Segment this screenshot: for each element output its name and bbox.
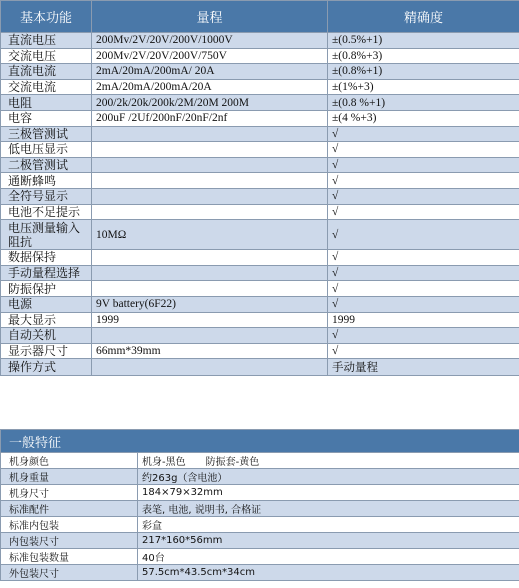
general-value: 57.5cm*43.5cm*34cm: [138, 565, 519, 581]
section-gap: [0, 407, 519, 429]
cell-function: 三极管测试: [1, 126, 92, 142]
general-key: 外包装尺寸: [1, 565, 138, 581]
cell-accuracy: √: [328, 220, 519, 250]
cell-range: 200uF /2Uf/200nF/20nF/2nf: [92, 110, 328, 126]
cell-accuracy: ±(0.8%+3): [328, 48, 519, 64]
cell-accuracy: √: [328, 157, 519, 173]
cell-function: 直流电压: [1, 33, 92, 49]
general-row: [1, 453, 519, 469]
general-key: 机身尺寸: [1, 485, 138, 501]
cell-range: 2mA/20mA/200mA/20A: [92, 79, 328, 95]
cell-accuracy: 1999: [328, 312, 519, 328]
table-row: [1, 188, 519, 204]
cell-range: 200Mv/2V/20V/200V/750V: [92, 48, 328, 64]
general-value: 约263g（含电池）: [138, 469, 519, 485]
cell-function: 电源: [1, 296, 92, 312]
cell-function: 最大显示: [1, 312, 92, 328]
general-row: [1, 517, 519, 533]
general-key: 机身颜色: [1, 453, 138, 469]
cell-range: [92, 173, 328, 189]
cell-function: 直流电流: [1, 64, 92, 80]
general-key: 机身重量: [1, 469, 138, 485]
general-value: 184×79×32mm: [138, 485, 519, 501]
cell-accuracy: ±(0.5%+1): [328, 33, 519, 49]
table-row: [1, 95, 519, 111]
table-row: [1, 343, 519, 359]
cell-range: [92, 281, 328, 297]
table-row: [1, 328, 519, 344]
general-row: [1, 469, 519, 485]
cell-range: [92, 328, 328, 344]
cell-range: [92, 157, 328, 173]
cell-accuracy: ±(0.8 %+1): [328, 95, 519, 111]
cell-range: 200/2k/20k/200k/2M/20M 200M: [92, 95, 328, 111]
cell-range: 66mm*39mm: [92, 343, 328, 359]
cell-function: 二极管测试: [1, 157, 92, 173]
general-row: [1, 501, 519, 517]
cell-function: 电阻: [1, 95, 92, 111]
general-value: 217*160*56mm: [138, 533, 519, 549]
general-row: [1, 485, 519, 501]
cell-range: 2mA/20mA/200mA/ 20A: [92, 64, 328, 80]
general-value: 40台: [138, 549, 519, 565]
general-table: [0, 429, 519, 581]
header-function: 基本功能: [1, 1, 92, 33]
table-row: [1, 359, 519, 376]
cell-range: [92, 265, 328, 281]
cell-function: 自动关机: [1, 328, 92, 344]
cell-function: 通断蜂鸣: [1, 173, 92, 189]
cell-accuracy: √: [328, 265, 519, 281]
cell-function: 数据保持: [1, 250, 92, 266]
table-row: [1, 173, 519, 189]
cell-function: 手动量程选择: [1, 265, 92, 281]
cell-accuracy: √: [328, 250, 519, 266]
cell-accuracy: 手动量程: [328, 359, 519, 376]
cell-range: 200Mv/2V/20V/200V/1000V: [92, 33, 328, 49]
cell-range: 10MΩ: [92, 220, 328, 250]
table-row: [1, 204, 519, 220]
table-row: [1, 110, 519, 126]
cell-accuracy: ±(0.8%+1): [328, 64, 519, 80]
table-row: [1, 157, 519, 173]
cell-range: 9V battery(6F22): [92, 296, 328, 312]
general-key: 标准包装数量: [1, 549, 138, 565]
cell-function: 低电压显示: [1, 142, 92, 158]
table-row: [1, 64, 519, 80]
cell-accuracy: √: [328, 188, 519, 204]
cell-accuracy: √: [328, 126, 519, 142]
general-key: 内包装尺寸: [1, 533, 138, 549]
cell-accuracy: √: [328, 343, 519, 359]
cell-function: 交流电流: [1, 79, 92, 95]
general-key: 标准配件: [1, 501, 138, 517]
general-row: [1, 533, 519, 549]
cell-function: 电压测量输入阻抗: [1, 220, 92, 250]
table-row: [1, 142, 519, 158]
cell-function: 全符号显示: [1, 188, 92, 204]
general-row: [1, 549, 519, 565]
cell-range: 1999: [92, 312, 328, 328]
cell-accuracy: √: [328, 281, 519, 297]
general-key: 标准内包装: [1, 517, 138, 533]
general-title: 一般特征: [1, 430, 519, 453]
cell-accuracy: √: [328, 142, 519, 158]
table-row: [1, 312, 519, 328]
general-value: 机身-黑色 防振套-黄色: [138, 453, 519, 469]
general-value: 表笔, 电池, 说明书, 合格证: [138, 501, 519, 517]
cell-accuracy: √: [328, 173, 519, 189]
cell-accuracy: ±(1%+3): [328, 79, 519, 95]
general-row: [1, 565, 519, 581]
cell-function: 电容: [1, 110, 92, 126]
table-row: [1, 48, 519, 64]
table-row: [1, 281, 519, 297]
cell-range: [92, 142, 328, 158]
spec-header-row: [1, 1, 519, 33]
cell-function: 操作方式: [1, 359, 92, 376]
table-row: [1, 79, 519, 95]
cell-function: 显示器尺寸: [1, 343, 92, 359]
cell-accuracy: √: [328, 296, 519, 312]
table-row: [1, 33, 519, 49]
cell-range: [92, 250, 328, 266]
table-row: [1, 126, 519, 142]
general-header-row: [1, 430, 519, 453]
cell-range: [92, 359, 328, 376]
cell-accuracy: √: [328, 204, 519, 220]
table-row: [1, 265, 519, 281]
header-range: 量程: [92, 1, 328, 33]
cell-function: 电池不足提示: [1, 204, 92, 220]
cell-range: [92, 126, 328, 142]
table-row: [1, 296, 519, 312]
cell-range: [92, 188, 328, 204]
table-row: [1, 250, 519, 266]
cell-range: [92, 204, 328, 220]
cell-accuracy: √: [328, 328, 519, 344]
general-value: 彩盒: [138, 517, 519, 533]
cell-function: 交流电压: [1, 48, 92, 64]
table-row: [1, 220, 519, 250]
cell-function: 防振保护: [1, 281, 92, 297]
cell-accuracy: ±(4 %+3): [328, 110, 519, 126]
header-accuracy: 精确度: [328, 1, 519, 33]
